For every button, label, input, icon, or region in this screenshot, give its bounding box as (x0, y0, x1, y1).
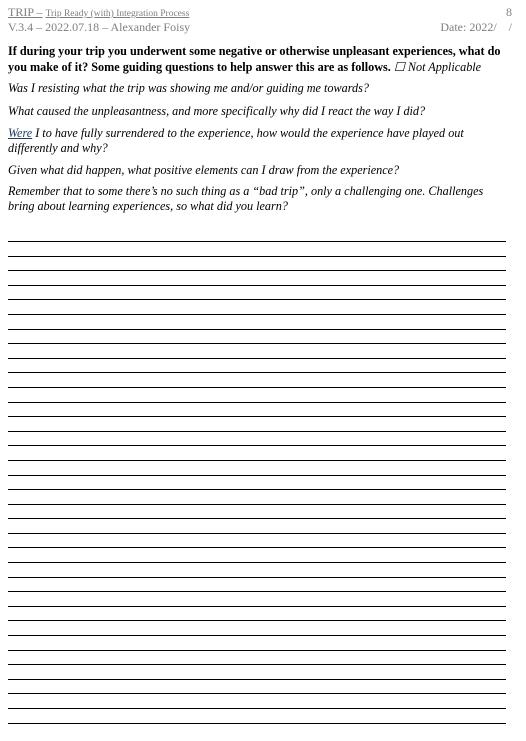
date-field (440, 21, 512, 34)
writing-line[interactable] (8, 693, 506, 694)
not-applicable-label: Not Applicable (407, 59, 482, 74)
not-applicable-option[interactable] (394, 60, 481, 74)
writing-line[interactable] (8, 329, 506, 330)
writing-line[interactable] (8, 402, 506, 403)
writing-line[interactable] (8, 650, 506, 651)
writing-line[interactable] (8, 708, 506, 709)
writing-line[interactable] (8, 723, 506, 724)
date-separator: / (508, 20, 512, 34)
question-3 (8, 126, 508, 156)
writing-line[interactable] (8, 679, 506, 680)
page-number: 8 (506, 5, 512, 19)
writing-line[interactable] (8, 358, 506, 359)
question-5: Remember that to some there’s no such thing as a “bad trip”, only a challenging one. Challenges bring about learning experiences, so what did you learn? (8, 184, 484, 213)
writing-line[interactable] (8, 533, 506, 534)
checkbox-icon[interactable]: ☐ (393, 59, 405, 74)
question-1: Was I resisting what the trip was showing me and/or guiding me towards? (8, 81, 369, 95)
writing-line[interactable] (8, 270, 506, 271)
header-title-subtitle: Trip Ready (with) Integration Process (45, 9, 190, 19)
section-intro (8, 44, 508, 75)
writing-line[interactable] (8, 314, 506, 315)
header-version: V.3.4 – 2022.07.18 – Alexander Foisy (8, 20, 191, 34)
writing-line[interactable] (8, 591, 506, 592)
writing-line[interactable] (8, 299, 506, 300)
prompt-section (8, 44, 508, 214)
header-title (8, 6, 189, 21)
writing-line[interactable] (8, 460, 506, 461)
writing-line[interactable] (8, 285, 506, 286)
writing-line[interactable] (8, 241, 506, 242)
date-label: Date: 2022/ (440, 20, 497, 34)
header-title-prefix: TRIP – (8, 5, 43, 19)
writing-line[interactable] (8, 475, 506, 476)
writing-line[interactable] (8, 431, 506, 432)
writing-line[interactable] (8, 562, 506, 563)
writing-area[interactable] (8, 241, 506, 737)
writing-line[interactable] (8, 518, 506, 519)
question-4: Given what did happen, what positive elements can I draw from the experience? (8, 163, 400, 177)
writing-line[interactable] (8, 635, 506, 636)
page-header (8, 6, 512, 34)
writing-line[interactable] (8, 343, 506, 344)
writing-line[interactable] (8, 664, 506, 665)
writing-line[interactable] (8, 504, 506, 505)
question-3-link[interactable]: Were (8, 126, 33, 140)
writing-line[interactable] (8, 577, 506, 578)
writing-line[interactable] (8, 256, 506, 257)
writing-line[interactable] (8, 606, 506, 607)
intro-text: If during your trip you underwent some negative or otherwise unpleasant experiences, what do you make of it? Some guiding questions to help answer this are as follows. (8, 44, 501, 74)
writing-line[interactable] (8, 416, 506, 417)
writing-line[interactable] (8, 387, 506, 388)
writing-line[interactable] (8, 547, 506, 548)
writing-line[interactable] (8, 372, 506, 373)
question-3-text: I to have fully surrendered to the experience, how would the experience have played out differently and why? (8, 126, 464, 155)
question-2: What caused the unpleasantness, and more specifically why did I react the way I did? (8, 104, 426, 118)
writing-line[interactable] (8, 620, 506, 621)
writing-line[interactable] (8, 489, 506, 490)
writing-line[interactable] (8, 445, 506, 446)
